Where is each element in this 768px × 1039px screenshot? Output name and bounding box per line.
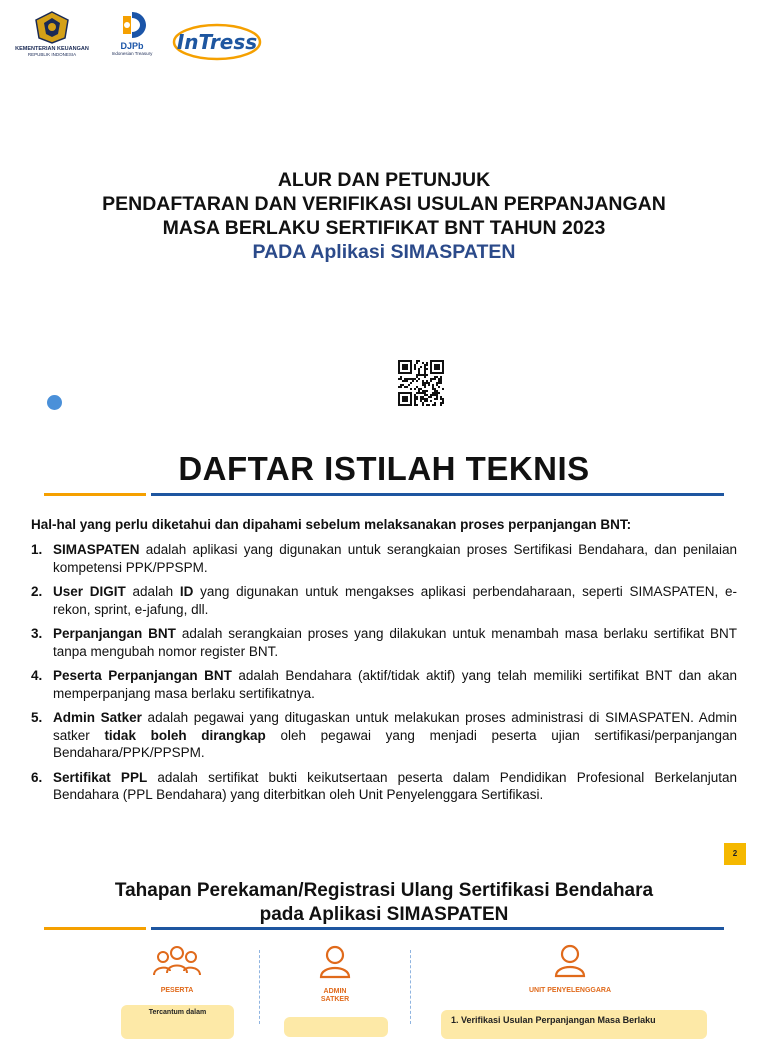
intress-wordmark: InTress: [176, 30, 258, 54]
term: Perpanjangan BNT: [53, 626, 176, 641]
term: Admin Satker: [53, 710, 142, 725]
cover-title-line4: PADA Aplikasi SIMASPATEN: [252, 241, 516, 263]
intress-logo: [172, 22, 262, 62]
term: SIMASPATEN: [53, 542, 140, 557]
term: Sertifikat PPL: [53, 769, 148, 785]
column-divider: [410, 950, 411, 1024]
stages-accent-orange: [44, 927, 146, 930]
djpb-logo: [104, 10, 160, 64]
stages-accent-blue: [151, 927, 724, 930]
glossary-list: [31, 541, 737, 811]
unit-card: 1. Verifikasi Usulan Perpanjangan Masa Berlaku: [441, 1010, 707, 1039]
role-peserta-label: PESERTA: [160, 987, 194, 994]
djpb-subtitle: Indonesian Treasury: [111, 51, 153, 56]
kemenkeu-country: REPUBLIK INDONESIA: [27, 52, 77, 57]
cover-title-line3: MASA BERLAKU SERTIFIKAT BNT TAHUN 2023: [162, 217, 606, 239]
glossary-item: 1. SIMASPATEN adalah aplikasi yang digunakan untuk serangkaian proses Sertifikasi Bendahara, dan penilaian kompetensi PPK/PPSPM.: [31, 542, 737, 575]
glossary-item: 3. Perpanjangan BNT adalah serangkaian proses yang dilakukan untuk menambah masa berlaku sertifikat BNT tanpa mengubah nomor register BNT.: [31, 626, 737, 659]
kemenkeu-logo: [14, 10, 90, 62]
cover-title-line1: ALUR DAN PETUNJUK: [277, 169, 491, 191]
term: Peserta Perpanjangan BNT: [53, 668, 232, 683]
user-icon: [318, 944, 352, 980]
heading-accent-orange: [44, 493, 146, 496]
glossary-item: 4. Peserta Perpanjangan BNT adalah Bendahara (aktif/tidak aktif) yang telah memiliki sertifikat BNT dan akan memperpanjang masa berlaku sertifikatnya.: [31, 668, 737, 701]
kemenkeu-emblem-icon: [32, 10, 72, 44]
qr-code: [398, 360, 444, 406]
djpb-name: DJPb: [120, 41, 144, 51]
link-icon[interactable]: [47, 395, 62, 410]
role-unit-label: UNIT PENYELENGGARA: [528, 987, 612, 994]
admin-card: [284, 1017, 388, 1037]
djpb-emblem-icon: [115, 10, 149, 40]
glossary-intro: Hal-hal yang perlu diketahui dan dipahami sebelum melaksanakan proses perpanjangan BNT:: [31, 517, 632, 532]
user-icon: [553, 943, 587, 979]
glossary-item: 2. User DIGIT adalah ID yang digunakan untuk mengakses aplikasi perbendaharaan, seperti SIMASPATEN, e-rekon, sprint, e-jafung, dll.: [31, 584, 737, 617]
group-users-icon: [150, 943, 204, 979]
heading-accent-blue: [151, 493, 724, 496]
role-admin-label: ADMIN SATKER: [320, 988, 350, 1003]
cover-title: [0, 168, 768, 264]
glossary-item: 5. Admin Satker adalah pegawai yang ditugaskan untuk melakukan proses administrasi di SIMASPATEN. Admin satker tidak boleh dirangkap oleh pegawai yang menjadi peserta ujian sertifikasi/perpanjangan Bendahara/PPK/PPSPM.: [31, 710, 738, 760]
kemenkeu-name: KEMENTERIAN KEUANGAN: [15, 46, 89, 52]
role-admin-satker: [300, 944, 370, 1004]
column-divider: [259, 950, 260, 1024]
glossary-item: 6. Sertifikat PPL adalah sertifikat bukti keikutsertaan peserta dalam Pendidikan Profesional Berkelanjutan Bendahara (PPL Bendahara) yang diterbitkan oleh Unit Penyelenggara Sertifikasi.: [31, 769, 737, 802]
peserta-card: Tercantum dalam: [121, 1005, 234, 1039]
role-peserta: [140, 943, 214, 995]
page-number-badge: 2: [724, 843, 746, 865]
cover-title-line2: PENDAFTARAN DAN VERIFIKASI USULAN PERPANJANGAN: [102, 193, 666, 215]
role-unit-penyelenggara: [500, 943, 640, 995]
glossary-heading: DAFTAR ISTILAH TEKNIS: [178, 450, 590, 487]
stages-heading: Tahapan Perekaman/Registrasi Ulang Sertifikasi Bendahara pada Aplikasi SIMASPATEN: [114, 880, 654, 925]
term: User DIGIT: [53, 584, 126, 599]
